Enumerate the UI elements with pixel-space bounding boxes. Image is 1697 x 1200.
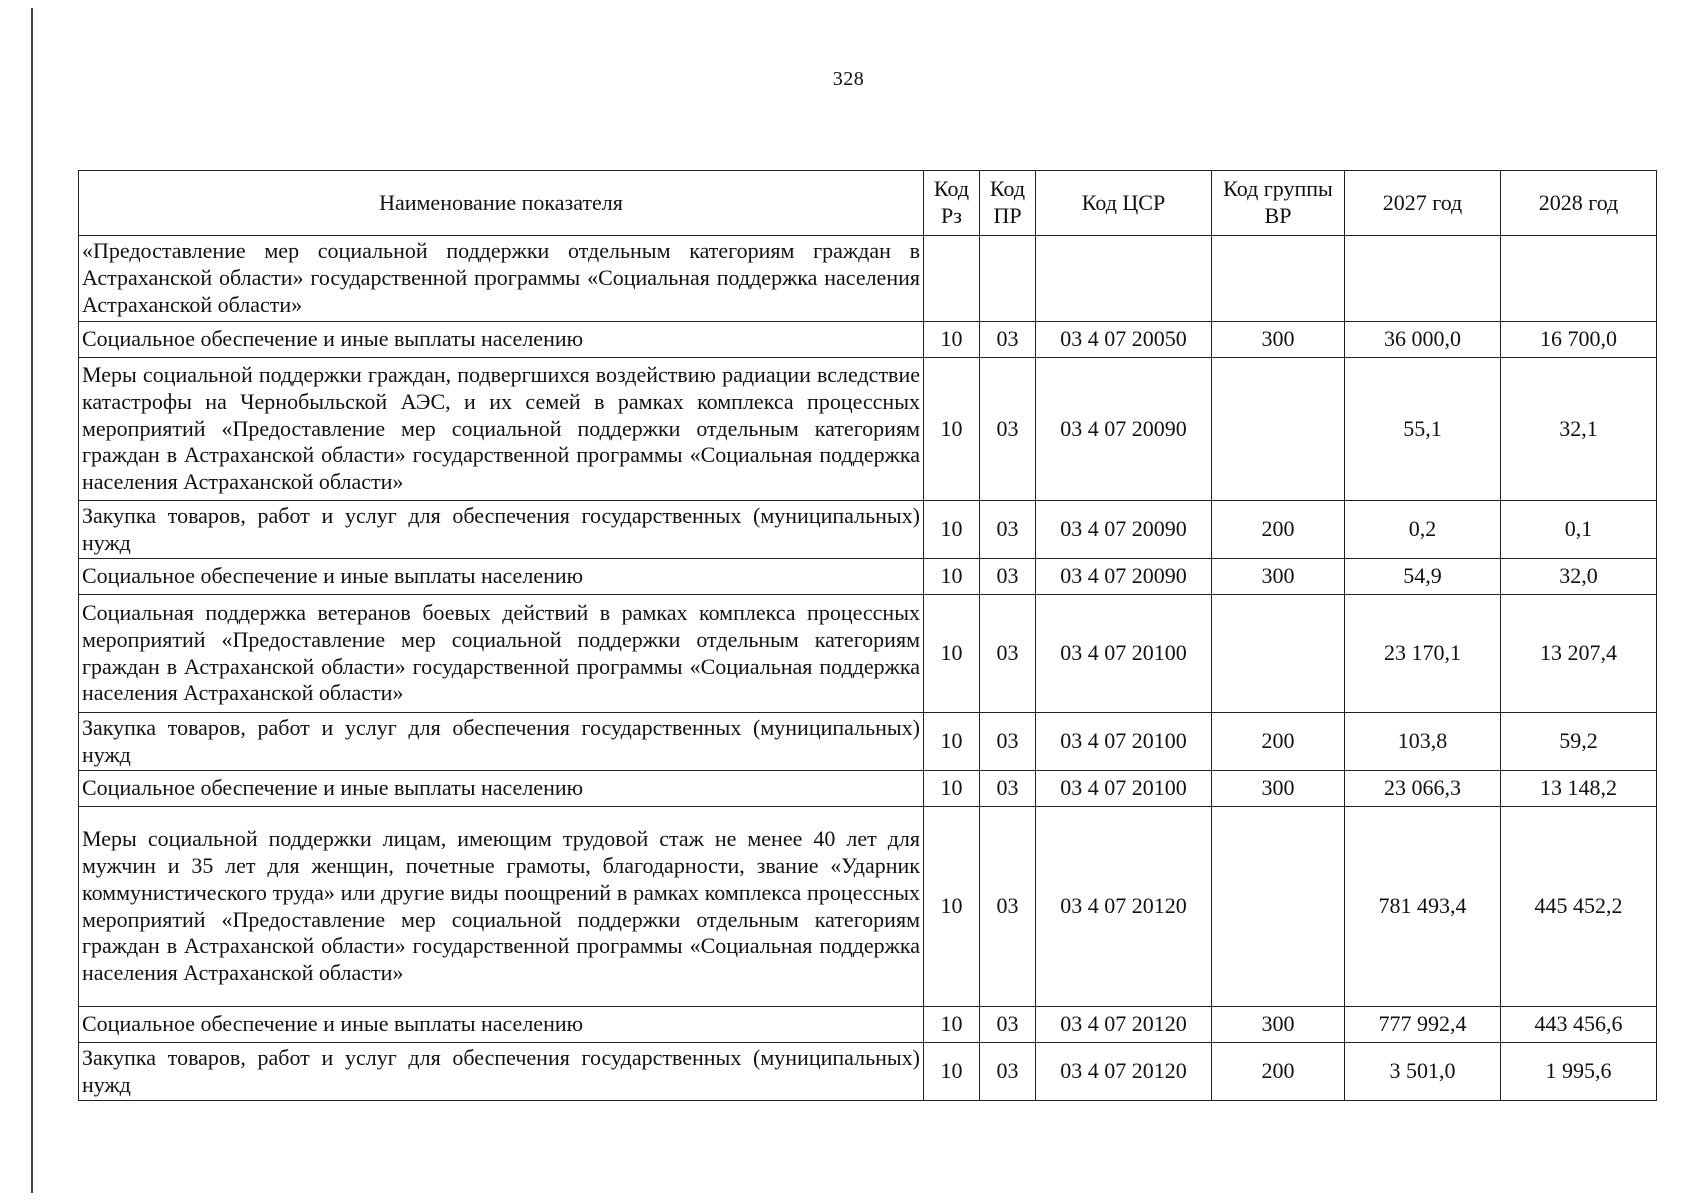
header-vr: Код группы ВР <box>1212 171 1345 236</box>
cell-pr: 03 <box>980 595 1036 713</box>
cell-name: Социальное обеспечение и иные выплаты населению <box>79 1007 924 1043</box>
cell-2028: 445 452,2 <box>1501 807 1657 1007</box>
cell-name: Меры социальной поддержки лицам, имеющим трудовой стаж не менее 40 лет для мужчин и 35 лет для женщин, почетные грамоты, благодарности, звание «Ударник коммунистического труда» или другие виды поощрений в рамках комплекса процессных мероприятий «Предоставление мер социальной поддержки отдельным категориям граждан в Астраханской области» государственной программы «Социальная поддержка населения Астраханской области» <box>79 807 924 1007</box>
cell-pr: 03 <box>980 1007 1036 1043</box>
header-csr: Код ЦСР <box>1036 171 1212 236</box>
cell-2028: 443 456,6 <box>1501 1007 1657 1043</box>
cell-2028: 0,1 <box>1501 501 1657 559</box>
cell-vr <box>1212 807 1345 1007</box>
cell-pr: 03 <box>980 358 1036 501</box>
table-row <box>79 713 1657 771</box>
page-number: 328 <box>832 68 865 90</box>
cell-2027: 777 992,4 <box>1345 1007 1501 1043</box>
cell-2028: 16 700,0 <box>1501 322 1657 358</box>
budget-table <box>78 170 1657 1101</box>
table-row <box>79 559 1657 595</box>
cell-2027: 36 000,0 <box>1345 322 1501 358</box>
header-rz: Код Рз <box>924 171 980 236</box>
cell-pr <box>980 236 1036 322</box>
cell-rz: 10 <box>924 501 980 559</box>
cell-name: Закупка товаров, работ и услуг для обеспечения государственных (муниципальных) нужд <box>79 501 924 559</box>
cell-rz: 10 <box>924 358 980 501</box>
cell-2027: 3 501,0 <box>1345 1043 1501 1101</box>
cell-2028 <box>1501 236 1657 322</box>
cell-vr <box>1212 236 1345 322</box>
cell-csr: 03 4 07 20120 <box>1036 1043 1212 1101</box>
cell-rz: 10 <box>924 713 980 771</box>
table-row <box>79 236 1657 322</box>
header-name: Наименование показателя <box>79 171 924 236</box>
cell-vr: 200 <box>1212 1043 1345 1101</box>
table-row <box>79 595 1657 713</box>
cell-2027: 55,1 <box>1345 358 1501 501</box>
cell-2027: 781 493,4 <box>1345 807 1501 1007</box>
cell-vr: 200 <box>1212 501 1345 559</box>
cell-name: Закупка товаров, работ и услуг для обеспечения государственных (муниципальных) нужд <box>79 713 924 771</box>
cell-pr: 03 <box>980 1043 1036 1101</box>
cell-2028: 59,2 <box>1501 713 1657 771</box>
cell-name: Социальное обеспечение и иные выплаты населению <box>79 559 924 595</box>
cell-pr: 03 <box>980 501 1036 559</box>
cell-rz: 10 <box>924 322 980 358</box>
cell-name: Социальная поддержка ветеранов боевых действий в рамках комплекса процессных мероприятий «Предоставление мер социальной поддержки отдельным категориям граждан в Астраханской области» государственной программы «Социальная поддержка населения Астраханской области» <box>79 595 924 713</box>
cell-2028: 32,0 <box>1501 559 1657 595</box>
cell-rz: 10 <box>924 807 980 1007</box>
cell-csr: 03 4 07 20090 <box>1036 559 1212 595</box>
table-header-row <box>79 171 1657 236</box>
table-row <box>79 358 1657 501</box>
cell-rz: 10 <box>924 595 980 713</box>
cell-rz: 10 <box>924 1007 980 1043</box>
cell-vr: 300 <box>1212 559 1345 595</box>
page-margin-line <box>31 8 33 1193</box>
cell-vr <box>1212 595 1345 713</box>
cell-2027: 54,9 <box>1345 559 1501 595</box>
cell-rz: 10 <box>924 771 980 807</box>
cell-vr: 300 <box>1212 322 1345 358</box>
cell-2027 <box>1345 236 1501 322</box>
cell-csr: 03 4 07 20050 <box>1036 322 1212 358</box>
cell-2028: 13 148,2 <box>1501 771 1657 807</box>
cell-2028: 13 207,4 <box>1501 595 1657 713</box>
cell-name: Меры социальной поддержки граждан, подвергшихся воздействию радиации вследствие катастрофы на Чернобыльской АЭС, и их семей в рамках комплекса процессных мероприятий «Предоставление мер социальной поддержки отдельным категориям граждан в Астраханской области» государственной программы «Социальная поддержка населения Астраханской области» <box>79 358 924 501</box>
cell-name: Социальное обеспечение и иные выплаты населению <box>79 771 924 807</box>
cell-2027: 103,8 <box>1345 713 1501 771</box>
cell-pr: 03 <box>980 713 1036 771</box>
cell-csr: 03 4 07 20100 <box>1036 771 1212 807</box>
cell-pr: 03 <box>980 771 1036 807</box>
cell-csr: 03 4 07 20100 <box>1036 713 1212 771</box>
table-row <box>79 501 1657 559</box>
cell-2028: 1 995,6 <box>1501 1043 1657 1101</box>
cell-name: Социальное обеспечение и иные выплаты населению <box>79 322 924 358</box>
header-pr: Код ПР <box>980 171 1036 236</box>
cell-pr: 03 <box>980 807 1036 1007</box>
table-row <box>79 807 1657 1007</box>
cell-vr: 300 <box>1212 771 1345 807</box>
cell-2027: 23 170,1 <box>1345 595 1501 713</box>
cell-vr <box>1212 358 1345 501</box>
cell-vr: 200 <box>1212 713 1345 771</box>
header-2027: 2027 год <box>1345 171 1501 236</box>
cell-name: Закупка товаров, работ и услуг для обеспечения государственных (муниципальных) нужд <box>79 1043 924 1101</box>
cell-rz <box>924 236 980 322</box>
cell-vr: 300 <box>1212 1007 1345 1043</box>
table-row <box>79 322 1657 358</box>
cell-csr <box>1036 236 1212 322</box>
cell-2028: 32,1 <box>1501 358 1657 501</box>
cell-name: «Предоставление мер социальной поддержки отдельным категориям граждан в Астраханской области» государственной программы «Социальная поддержка населения Астраханской области» <box>79 236 924 322</box>
header-2028: 2028 год <box>1501 171 1657 236</box>
cell-csr: 03 4 07 20090 <box>1036 358 1212 501</box>
cell-pr: 03 <box>980 322 1036 358</box>
table-row <box>79 771 1657 807</box>
cell-2027: 23 066,3 <box>1345 771 1501 807</box>
cell-rz: 10 <box>924 559 980 595</box>
cell-csr: 03 4 07 20100 <box>1036 595 1212 713</box>
cell-csr: 03 4 07 20090 <box>1036 501 1212 559</box>
cell-pr: 03 <box>980 559 1036 595</box>
cell-csr: 03 4 07 20120 <box>1036 807 1212 1007</box>
cell-2027: 0,2 <box>1345 501 1501 559</box>
table-row <box>79 1007 1657 1043</box>
cell-csr: 03 4 07 20120 <box>1036 1007 1212 1043</box>
cell-rz: 10 <box>924 1043 980 1101</box>
table-row <box>79 1043 1657 1101</box>
